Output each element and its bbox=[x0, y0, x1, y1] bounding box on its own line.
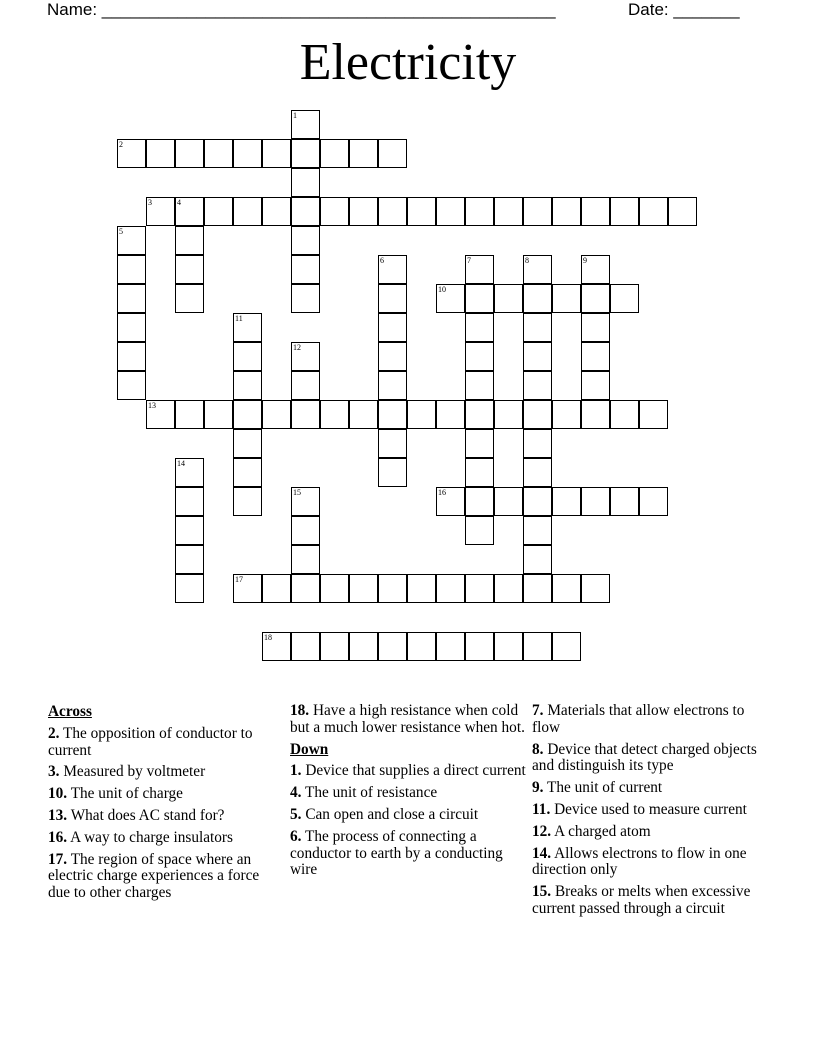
crossword-cell[interactable] bbox=[581, 400, 610, 429]
crossword-cell[interactable] bbox=[349, 632, 378, 661]
crossword-cell[interactable] bbox=[523, 429, 552, 458]
crossword-cell[interactable] bbox=[581, 313, 610, 342]
crossword-cell[interactable] bbox=[233, 197, 262, 226]
crossword-cell[interactable] bbox=[175, 516, 204, 545]
crossword-cell[interactable] bbox=[378, 632, 407, 661]
crossword-cell[interactable] bbox=[523, 516, 552, 545]
crossword-cell[interactable] bbox=[204, 197, 233, 226]
crossword-cell[interactable] bbox=[175, 487, 204, 516]
crossword-cell[interactable] bbox=[581, 487, 610, 516]
clue-across-16: 16. A way to charge insulators bbox=[48, 828, 233, 846]
page-title: Electricity bbox=[299, 34, 517, 91]
crossword-cell[interactable] bbox=[465, 429, 494, 458]
crossword-cell[interactable] bbox=[610, 284, 639, 313]
crossword-cell[interactable] bbox=[378, 574, 407, 603]
down-heading: Down bbox=[290, 740, 329, 758]
clue-down-1: 1. Device that supplies a direct current bbox=[290, 762, 526, 780]
clue-number: 12 bbox=[293, 343, 301, 352]
crossword-cell[interactable] bbox=[291, 632, 320, 661]
crossword-cell[interactable] bbox=[436, 197, 465, 226]
crossword-cell[interactable] bbox=[552, 574, 581, 603]
crossword-cell[interactable] bbox=[407, 400, 436, 429]
crossword-cell[interactable] bbox=[291, 139, 320, 168]
crossword-cell[interactable] bbox=[291, 574, 320, 603]
crossword-cell[interactable] bbox=[291, 197, 320, 226]
clue-across-2: 2. The opposition of conductor to current bbox=[48, 724, 253, 759]
crossword-cell[interactable] bbox=[523, 487, 552, 516]
clue-number: 1 bbox=[293, 111, 297, 120]
crossword-cell[interactable] bbox=[117, 313, 146, 342]
crossword-cell[interactable] bbox=[117, 255, 146, 284]
crossword-cell[interactable] bbox=[378, 197, 407, 226]
crossword-cell[interactable] bbox=[581, 255, 610, 284]
crossword-cell[interactable] bbox=[465, 255, 494, 284]
crossword-cell[interactable] bbox=[610, 400, 639, 429]
crossword-cell[interactable] bbox=[320, 197, 349, 226]
crossword-cell[interactable] bbox=[610, 487, 639, 516]
crossword-cell[interactable] bbox=[610, 197, 639, 226]
crossword-cell[interactable] bbox=[523, 255, 552, 284]
crossword-cell[interactable] bbox=[523, 284, 552, 313]
crossword-cell[interactable] bbox=[465, 197, 494, 226]
crossword-cell[interactable] bbox=[175, 226, 204, 255]
crossword-cell[interactable] bbox=[523, 342, 552, 371]
crossword-cell[interactable] bbox=[262, 574, 291, 603]
crossword-cell[interactable] bbox=[349, 400, 378, 429]
crossword-cell[interactable] bbox=[436, 284, 465, 313]
crossword-cell[interactable] bbox=[320, 400, 349, 429]
crossword-cell[interactable] bbox=[581, 284, 610, 313]
clue-number: 9 bbox=[583, 256, 587, 265]
crossword-cell[interactable] bbox=[523, 545, 552, 574]
clue-down-15: 15. Breaks or melts when excessive current passed through a circuit bbox=[532, 883, 751, 917]
crossword-cell[interactable] bbox=[407, 574, 436, 603]
crossword-cell[interactable] bbox=[349, 139, 378, 168]
crossword-cell[interactable] bbox=[494, 197, 523, 226]
crossword-cell[interactable] bbox=[436, 574, 465, 603]
clue-number: 14 bbox=[177, 459, 185, 468]
clues-column-1 bbox=[48, 700, 284, 907]
crossword-cell[interactable] bbox=[291, 226, 320, 255]
clue-number: 7 bbox=[467, 256, 471, 265]
crossword-cell[interactable] bbox=[378, 255, 407, 284]
crossword-cell[interactable] bbox=[494, 632, 523, 661]
crossword-cell[interactable] bbox=[407, 197, 436, 226]
crossword-cell[interactable] bbox=[552, 400, 581, 429]
crossword-cell[interactable] bbox=[291, 516, 320, 545]
crossword-cell[interactable] bbox=[291, 168, 320, 197]
crossword-cell[interactable] bbox=[378, 371, 407, 400]
crossword-cell[interactable] bbox=[146, 197, 175, 226]
crossword-cell[interactable] bbox=[552, 632, 581, 661]
clue-number: 10 bbox=[438, 285, 446, 294]
crossword-cell[interactable] bbox=[465, 632, 494, 661]
crossword-cell[interactable] bbox=[291, 545, 320, 574]
crossword-cell[interactable] bbox=[233, 400, 262, 429]
clue-number: 3 bbox=[148, 198, 152, 207]
crossword-cell[interactable] bbox=[262, 632, 291, 661]
crossword-cell[interactable] bbox=[291, 284, 320, 313]
clues-column-3 bbox=[532, 700, 768, 923]
crossword-cell[interactable] bbox=[639, 400, 668, 429]
crossword-cell[interactable] bbox=[523, 313, 552, 342]
crossword-cell[interactable] bbox=[465, 458, 494, 487]
clue-down-7: 7. Materials that allow electrons to flow bbox=[532, 702, 745, 736]
crossword-cell[interactable] bbox=[233, 458, 262, 487]
clue-down-4: 4. The unit of resistance bbox=[290, 784, 438, 802]
clue-down-14: 14. Allows electrons to flow in one direction only bbox=[532, 844, 747, 879]
crossword-cell[interactable] bbox=[465, 516, 494, 545]
clue-across-3: 3. Measured by voltmeter bbox=[48, 763, 206, 781]
crossword-cell[interactable] bbox=[465, 574, 494, 603]
crossword-cell[interactable] bbox=[465, 313, 494, 342]
crossword-cell[interactable] bbox=[291, 400, 320, 429]
crossword-cell[interactable] bbox=[552, 487, 581, 516]
across-heading: Across bbox=[48, 703, 92, 720]
clue-down-8: 8. Device that detect charged objects and distinguish its type bbox=[532, 740, 757, 775]
crossword-cell[interactable] bbox=[175, 197, 204, 226]
crossword-cell[interactable] bbox=[494, 284, 523, 313]
crossword-cell[interactable] bbox=[117, 226, 146, 255]
crossword-cell[interactable] bbox=[581, 574, 610, 603]
crossword-cell[interactable] bbox=[523, 632, 552, 661]
crossword-cell[interactable] bbox=[146, 139, 175, 168]
crossword-cell[interactable] bbox=[146, 400, 175, 429]
clue-down-6: 6. The process of connecting a conductor to earth by a conducting wire bbox=[290, 827, 503, 879]
clue-down-9: 9. The unit of current bbox=[532, 779, 663, 797]
clue-number: 18 bbox=[264, 633, 272, 642]
crossword-cell[interactable] bbox=[175, 400, 204, 429]
crossword-cell[interactable] bbox=[349, 197, 378, 226]
clue-number: 2 bbox=[119, 140, 123, 149]
crossword-cell[interactable] bbox=[494, 574, 523, 603]
crossword-cell[interactable] bbox=[291, 255, 320, 284]
crossword-cell[interactable] bbox=[465, 371, 494, 400]
crossword-cell[interactable] bbox=[262, 197, 291, 226]
name-field[interactable]: Name: ________________________________________________ bbox=[47, 0, 556, 19]
clue-number: 15 bbox=[293, 488, 301, 497]
crossword-cell[interactable] bbox=[320, 139, 349, 168]
crossword-cell[interactable] bbox=[494, 400, 523, 429]
crossword-cell[interactable] bbox=[233, 429, 262, 458]
crossword-cell[interactable] bbox=[523, 574, 552, 603]
crossword-cell[interactable] bbox=[581, 342, 610, 371]
crossword-cell[interactable] bbox=[233, 139, 262, 168]
crossword-cell[interactable] bbox=[175, 139, 204, 168]
crossword-cell[interactable] bbox=[436, 487, 465, 516]
crossword-cell[interactable] bbox=[494, 487, 523, 516]
crossword-cell[interactable] bbox=[465, 342, 494, 371]
crossword-cell[interactable] bbox=[436, 400, 465, 429]
crossword-cell[interactable] bbox=[175, 255, 204, 284]
crossword-cell[interactable] bbox=[581, 197, 610, 226]
clue-number: 13 bbox=[148, 401, 156, 410]
crossword-cell[interactable] bbox=[378, 139, 407, 168]
clue-across-17: 17. The region of space where an electric charge experiences a force due to other charges bbox=[48, 850, 260, 902]
crossword-cell[interactable] bbox=[204, 400, 233, 429]
crossword-cell[interactable] bbox=[117, 139, 146, 168]
crossword-cell[interactable] bbox=[291, 371, 320, 400]
crossword-cell[interactable] bbox=[378, 342, 407, 371]
crossword-cell[interactable] bbox=[523, 197, 552, 226]
clue-number: 6 bbox=[380, 256, 384, 265]
clue-down-5: 5. Can open and close a circuit bbox=[290, 805, 479, 823]
crossword-cell[interactable] bbox=[262, 139, 291, 168]
crossword-cell[interactable] bbox=[204, 139, 233, 168]
clue-across-18: 18. Have a high resistance when cold but a much lower resistance when hot. bbox=[290, 702, 525, 736]
crossword-cell[interactable] bbox=[291, 487, 320, 516]
crossword-cell[interactable] bbox=[233, 342, 262, 371]
crossword-cell[interactable] bbox=[523, 458, 552, 487]
crossword-cell[interactable] bbox=[378, 400, 407, 429]
clue-down-12: 12. A charged atom bbox=[532, 822, 651, 840]
crossword-cell[interactable] bbox=[552, 197, 581, 226]
crossword-cell[interactable] bbox=[117, 342, 146, 371]
clue-down-11: 11. Device used to measure current bbox=[532, 800, 747, 818]
crossword-cell[interactable] bbox=[436, 632, 465, 661]
clue-number: 11 bbox=[235, 314, 243, 323]
date-field[interactable]: Date: _______ bbox=[628, 0, 740, 19]
clue-across-10: 10. The unit of charge bbox=[48, 785, 183, 803]
crossword-cell[interactable] bbox=[378, 458, 407, 487]
crossword-cell[interactable] bbox=[349, 574, 378, 603]
crossword-cell[interactable] bbox=[233, 574, 262, 603]
clue-across-13: 13. What does AC stand for? bbox=[48, 806, 225, 824]
crossword-cell[interactable] bbox=[639, 197, 668, 226]
crossword-cell[interactable] bbox=[523, 371, 552, 400]
crossword-cell[interactable] bbox=[465, 400, 494, 429]
crossword-cell[interactable] bbox=[320, 632, 349, 661]
crossword-cell[interactable] bbox=[378, 429, 407, 458]
crossword-cell[interactable] bbox=[581, 371, 610, 400]
crossword-cell[interactable] bbox=[523, 400, 552, 429]
crossword-cell[interactable] bbox=[291, 342, 320, 371]
crossword-cell[interactable] bbox=[233, 371, 262, 400]
crossword-cell[interactable] bbox=[639, 487, 668, 516]
crossword-cell[interactable] bbox=[175, 458, 204, 487]
crossword-cell[interactable] bbox=[117, 284, 146, 313]
clue-number: 17 bbox=[235, 575, 243, 584]
crossword-cell[interactable] bbox=[262, 400, 291, 429]
clue-number: 16 bbox=[438, 488, 446, 497]
crossword-cell[interactable] bbox=[175, 284, 204, 313]
crossword-cell[interactable] bbox=[233, 313, 262, 342]
clue-number: 8 bbox=[525, 256, 529, 265]
crossword-cell[interactable] bbox=[320, 574, 349, 603]
crossword-cell[interactable] bbox=[175, 574, 204, 603]
crossword-cell[interactable] bbox=[291, 110, 320, 139]
crossword-cell[interactable] bbox=[117, 371, 146, 400]
crossword-cell[interactable] bbox=[465, 487, 494, 516]
crossword-cell[interactable] bbox=[407, 632, 436, 661]
clue-number: 5 bbox=[119, 227, 123, 236]
clue-number: 4 bbox=[177, 198, 181, 207]
crossword-cell[interactable] bbox=[465, 284, 494, 313]
crossword-cell[interactable] bbox=[552, 284, 581, 313]
crossword-cell[interactable] bbox=[378, 284, 407, 313]
crossword-cell[interactable] bbox=[668, 197, 697, 226]
crossword-cell[interactable] bbox=[175, 545, 204, 574]
crossword-cell[interactable] bbox=[233, 487, 262, 516]
crossword-cell[interactable] bbox=[378, 313, 407, 342]
clues-column-2 bbox=[290, 700, 526, 884]
